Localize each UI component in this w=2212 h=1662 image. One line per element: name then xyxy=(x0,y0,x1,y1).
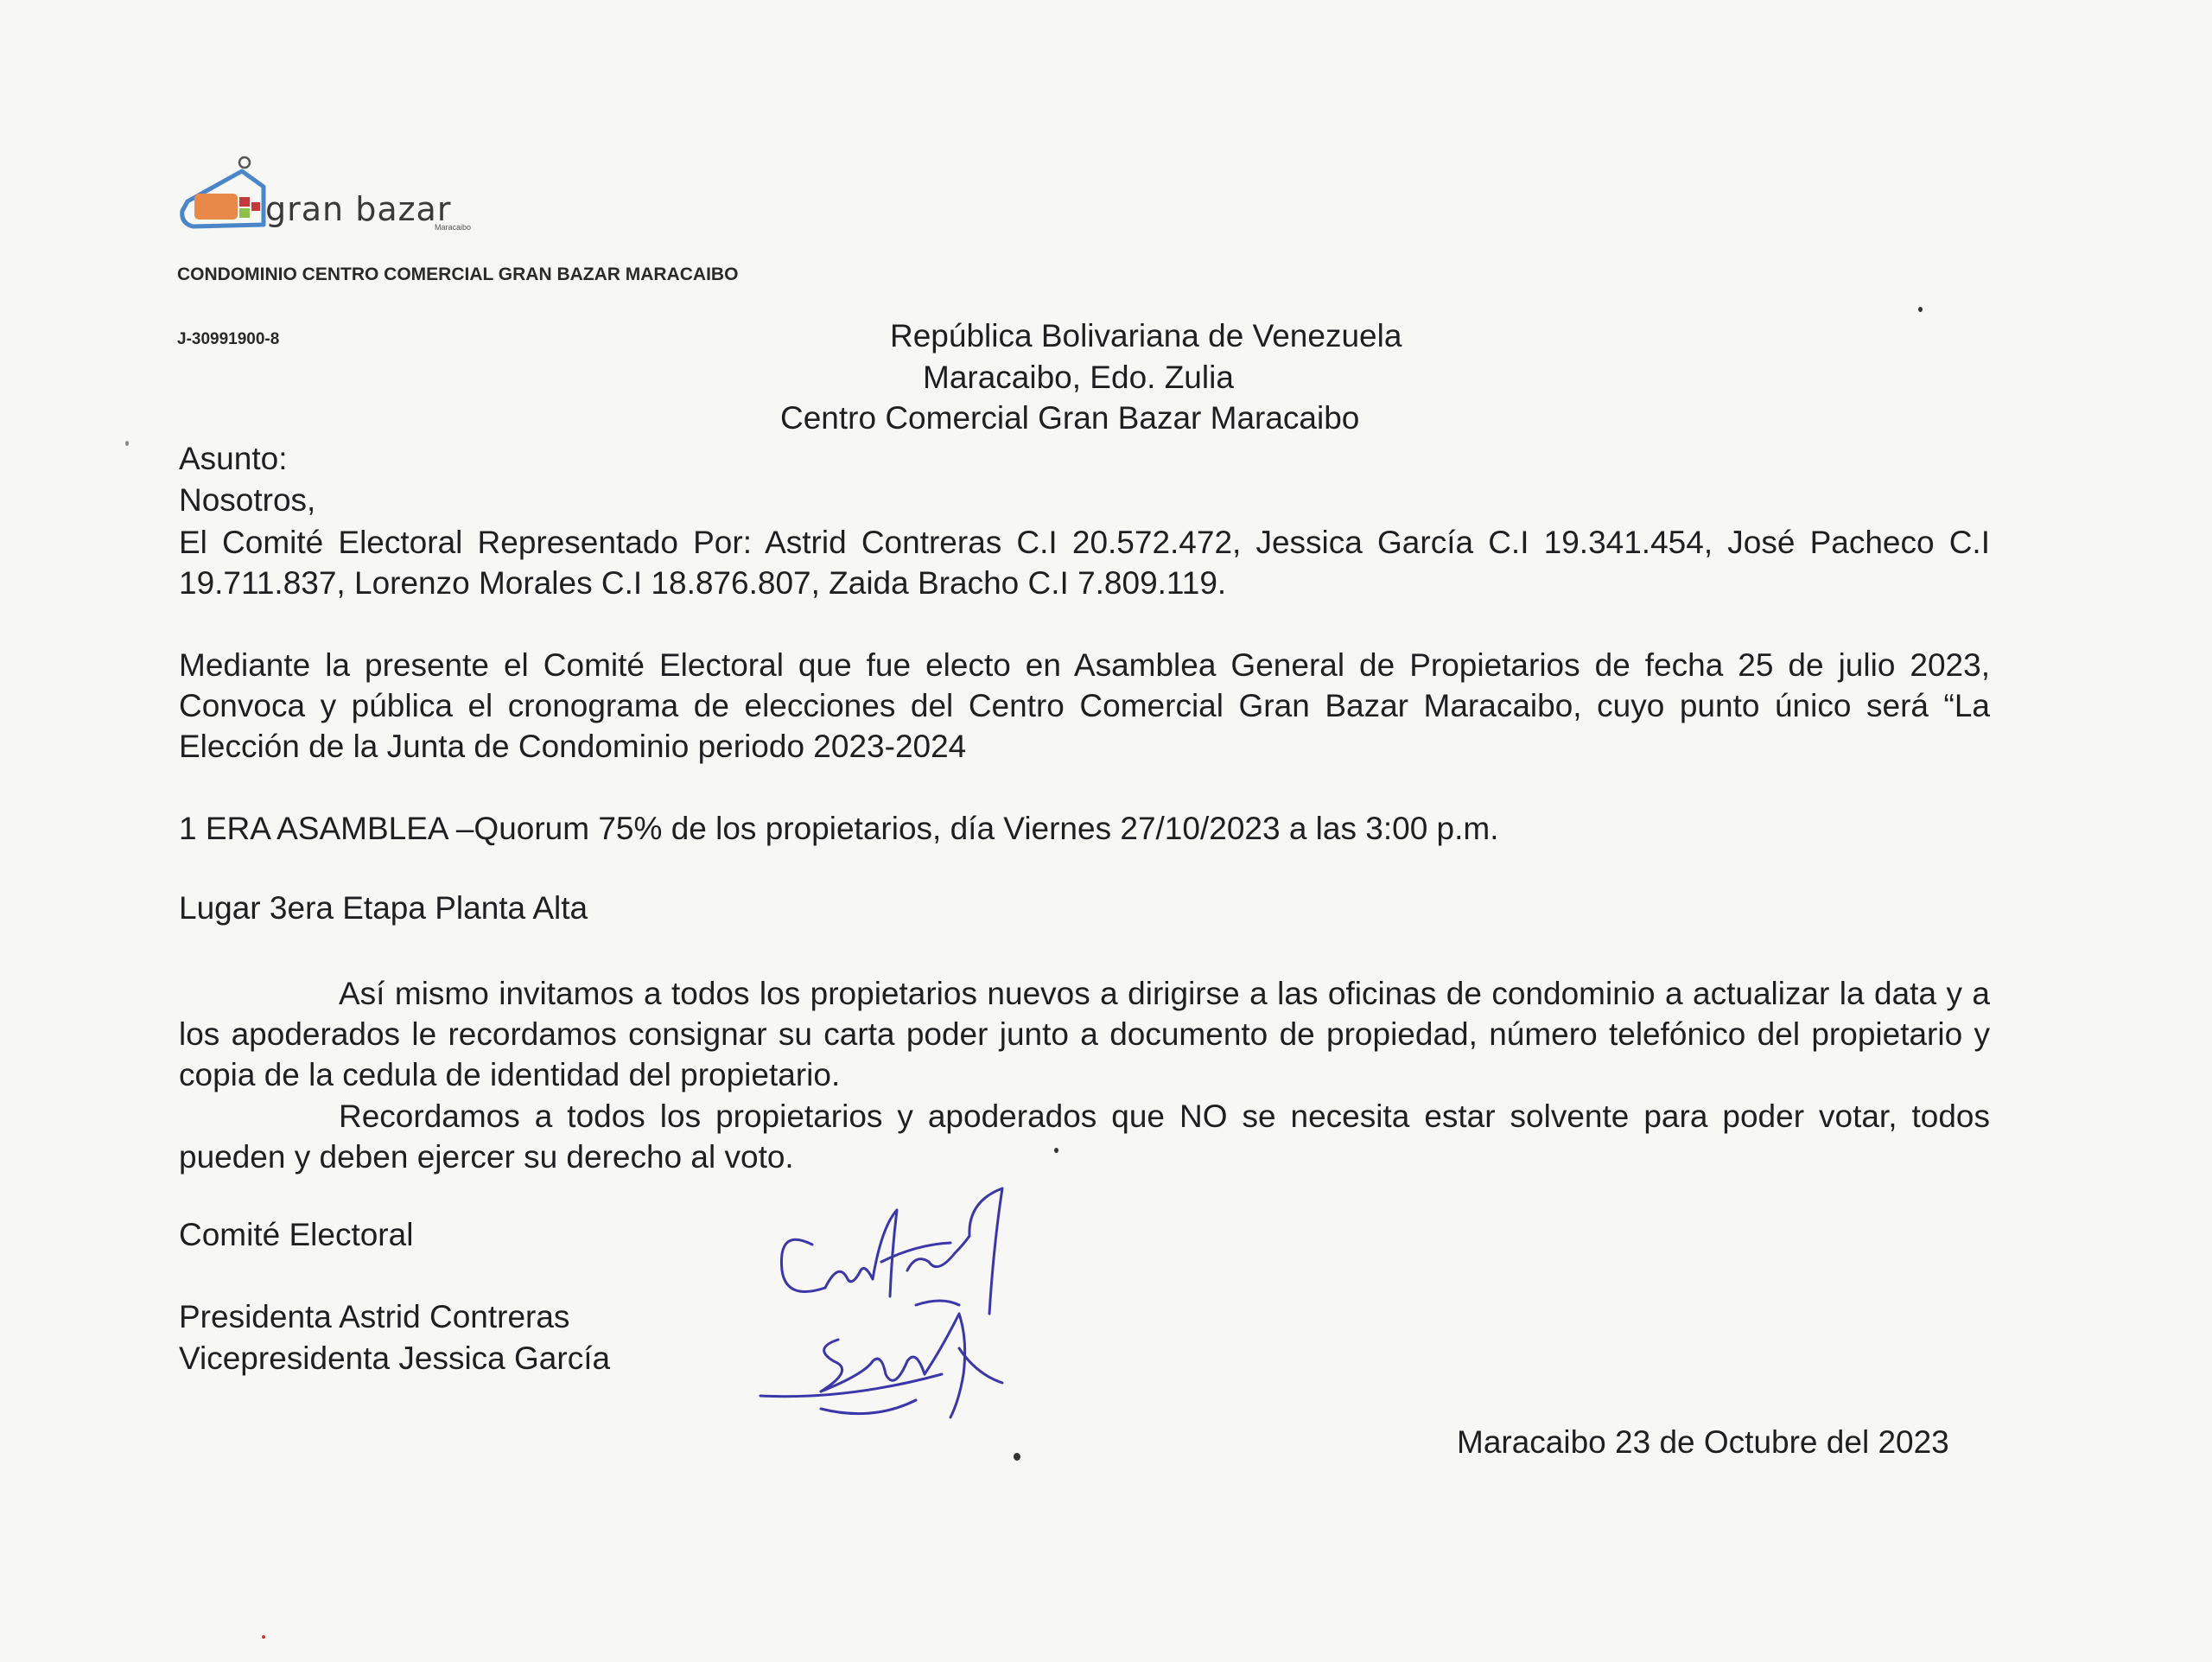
letter-date: Maracaibo 23 de Octubre del 2023 xyxy=(1457,1424,1949,1460)
assembly-details: 1 ERA ASAMBLEA –Quorum 75% de los propietarios, día Viernes 27/10/2023 a las 3:00 p.m. xyxy=(179,811,1499,846)
assembly-location: Lugar 3era Etapa Planta Alta xyxy=(179,890,588,926)
paper-speck xyxy=(1918,307,1923,312)
logo-brand-subtext: Maracaibo xyxy=(435,223,472,232)
logo-brand-text: gran bazar xyxy=(265,190,452,228)
paper-speck xyxy=(1054,1148,1058,1153)
header-line-city: Maracaibo, Edo. Zulia xyxy=(923,360,1234,395)
committee-members-paragraph: El Comité Electoral Representado Por: Astrid Contreras C.I 20.572.472, Jessica García C.I 19.341.454, José Pacheco C.I 19.711.837, Lorenzo Morales C.I 18.876.807, Zaida Bracho C.I 7.809.119. xyxy=(179,525,1990,601)
shopping-bag-logo-icon xyxy=(177,154,272,240)
tax-id: J-30991900-8 xyxy=(177,330,280,348)
president-name: Presidenta Astrid Contreras xyxy=(179,1299,570,1334)
invitation-paragraph: Así mismo invitamos a todos los propietarios nuevos a dirigirse a las oficinas de condominio a actualizar la data y a los apoderados le recordamos consignar su carta poder junto a documento de propiedad, número telefónico del propietario y copia de la cedula de identidad del propietario. xyxy=(179,976,1990,1092)
header-line-mall: Centro Comercial Gran Bazar Maracaibo xyxy=(780,400,1360,436)
paper-speck xyxy=(262,1635,265,1639)
subject-label: Asunto: xyxy=(179,441,288,476)
convocation-paragraph: Mediante la presente el Comité Electoral que fue electo en Asamblea General de Propietarios de fecha 25 de julio 2023, Convoca y pública el cronograma de elecciones del Centro Comercial Gran Bazar Maracaibo, cuyo punto único será “La Elección de la Junta de Condominio periodo 2023-2024 xyxy=(179,647,1990,764)
committee-signature-label: Comité Electoral xyxy=(179,1217,414,1252)
vice-president-name: Vicepresidenta Jessica García xyxy=(179,1340,611,1376)
paper-speck xyxy=(1014,1453,1020,1461)
salutation: Nosotros, xyxy=(179,482,316,518)
organization-name: CONDOMINIO CENTRO COMERCIAL GRAN BAZAR MARACAIBO xyxy=(177,264,739,284)
gran-bazar-logo xyxy=(177,154,488,240)
paper-speck xyxy=(125,441,129,446)
handwritten-signatures xyxy=(743,1175,1037,1452)
voting-reminder-paragraph: Recordamos a todos los propietarios y apoderados que NO se necesita estar solvente para poder votar, todos pueden y deben ejercer su derecho al voto. xyxy=(179,1098,1990,1175)
header-line-country: República Bolivariana de Venezuela xyxy=(890,318,1402,353)
